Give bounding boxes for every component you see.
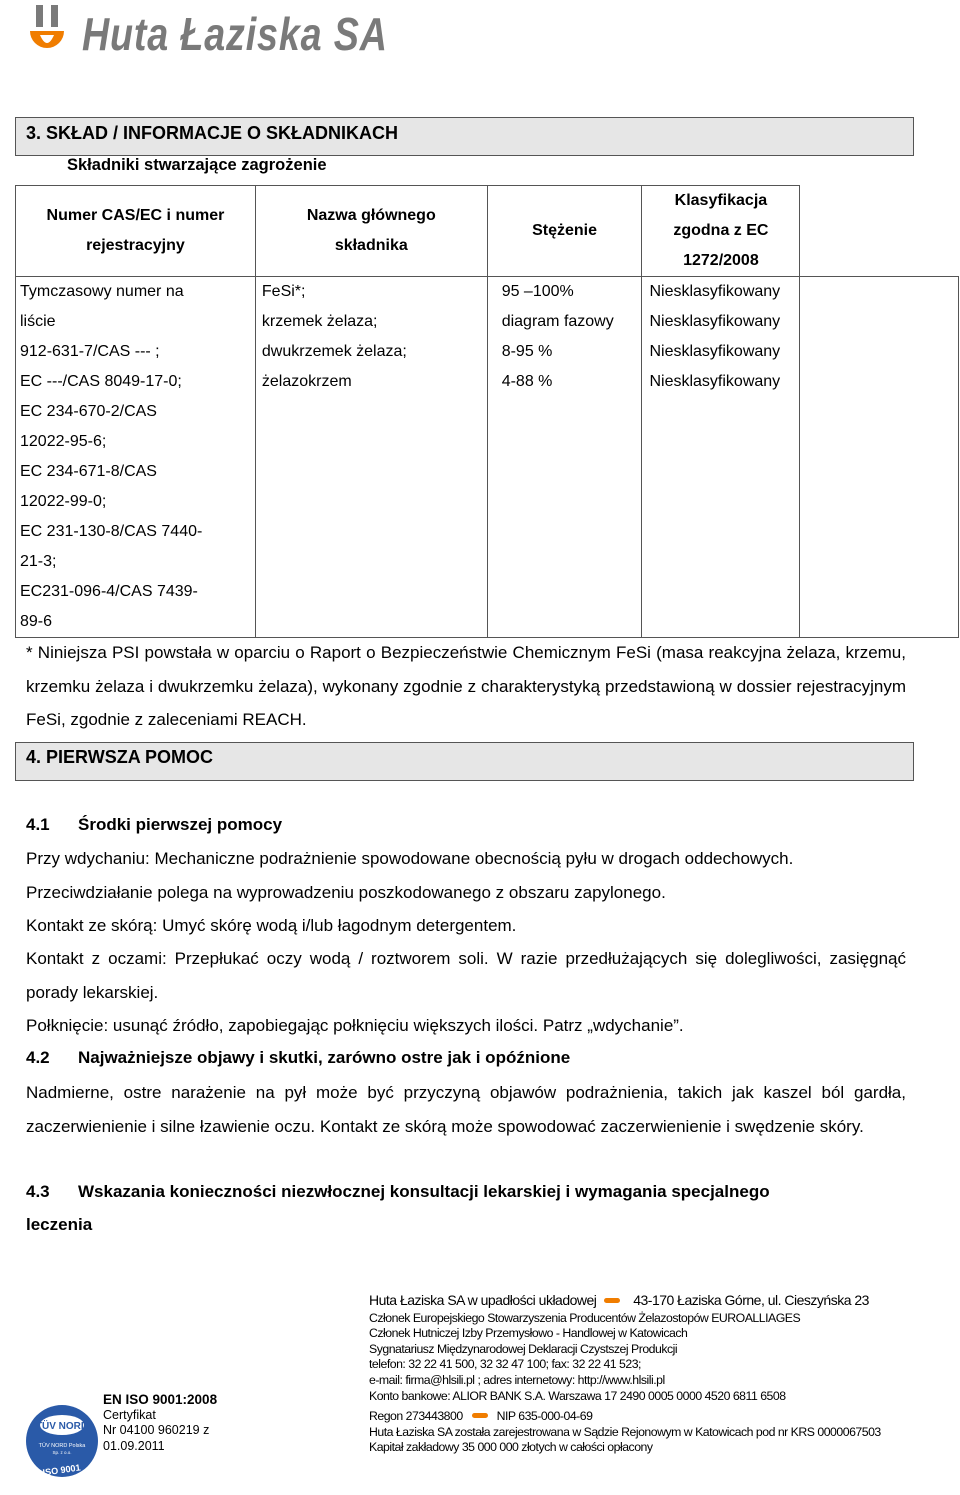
logo-wordmark: Huta Łaziska SA (82, 8, 388, 60)
footer-line-phone: telefon: 32 22 41 500, 32 32 47 100; fax: 32 22 41 523; (369, 1357, 641, 1372)
table-header-row (16, 186, 959, 277)
empty-cell (800, 277, 959, 638)
iso-certificate-number: Nr 04100 960219 z (103, 1423, 210, 1437)
section-3-note: * Niniejsza PSI powstała w oparciu o Raport o Bezpieczeństwie Chemicznym FeSi (masa reakcyjna żelaza, krzemu, krzemku żelaza i dwukrzemku żelaza), wykonany zgodnie z charakterystyką przedstawioną w dossier rejestracyjnym FeSi, zgodnie z zaleceniami REACH. (26, 643, 906, 729)
concentration-cell: 95 –100% diagram fazowy 8-95 % 4-88 % (487, 277, 642, 638)
tuv-iso-badge-icon (24, 1395, 100, 1487)
footer-line-membership-chamber: Członek Hutniczej Izby Przemysłowo - Handlowej w Katowicach (369, 1326, 688, 1341)
classification-cell: Niesklasyfikowany Niesklasyfikowany Niesklasyfikowany Niesklasyfikowany (642, 277, 800, 638)
orange-mark-icon (472, 1413, 488, 1418)
subsection-4-3-heading: 4.3 Wskazania konieczności niezwłocznej konsultacji lekarskiej i wymagania specjalnego (26, 1182, 770, 1201)
table-row (16, 277, 959, 638)
section-3-header (15, 117, 914, 156)
paragraph-skin-contact: Kontakt ze skórą: Umyć skórę wodą i/lub łagodnym detergentem. (26, 916, 517, 935)
header-name: Nazwa głównego składnika (255, 186, 487, 277)
svg-text:Sp. z o.o.: Sp. z o.o. (52, 1450, 72, 1455)
section-4-header (15, 742, 914, 781)
section-3-subtitle: Składniki stwarzające zagrożenie (67, 156, 327, 174)
component-name-cell: FeSi*; krzemek żelaza; dwukrzemek żelaza; żelazokrzem (255, 277, 487, 638)
footer-company-info (369, 1293, 949, 1456)
header-concentration: Stężenie (487, 186, 642, 277)
svg-text:ISO 9001: ISO 9001 (42, 1462, 82, 1478)
svg-text:TÜV NORD Polska: TÜV NORD Polska (38, 1443, 86, 1449)
paragraph-countermeasure: Przeciwdziałanie polega na wyprowadzeniu poszkodowanego z obszaru zapylonego. (26, 883, 666, 902)
footer-line-capital: Kapitał zakładowy 35 000 000 złotych w całości opłacony (369, 1440, 653, 1455)
section-4-title: 4. PIERWSZA POMOC (26, 747, 214, 767)
paragraph-symptoms: Nadmierne, ostre narażenie na pył może być przyczyną objawów podrażnienia, takich jak kaszel ból gardła, zaczerwienienie i silne łzawienie oczu. Kontakt ze skórą może spowodować zaczerwienienie i swędzenie skóry. (26, 1083, 906, 1136)
company-logo (26, 4, 455, 64)
iso-certificate-info (103, 1392, 217, 1454)
section-3-title: 3. SKŁAD / INFORMACJE O SKŁADNIKACH (26, 123, 399, 143)
footer-company-line: Huta Łaziska SA w upadłości układowej 43-170 Łaziska Górne, ul. Cieszyńska 23 (369, 1292, 869, 1308)
paragraph-eye-contact: Kontakt z oczami: Przepłukać oczy wodą / roztworem soli. W razie przedłużających się dolegliwości, zasięgnąć porady lekarskiej. (26, 949, 906, 1002)
iso-certificate-label: Certyfikat (103, 1407, 156, 1422)
iso-certificate-date: 01.09.2011 (103, 1438, 165, 1453)
svg-text:TÜV NORD: TÜV NORD (35, 1421, 89, 1432)
footer-line-membership-euro: Członek Europejskiego Stowarzyszenia Producentów Żelazostopów EUROALLIAGES (369, 1310, 801, 1325)
header-empty (800, 186, 959, 277)
footer-line-signatory: Sygnatariusz Międzynarodowej Deklaracji Czystszej Produkcji (369, 1341, 678, 1356)
subsection-4-3-heading-cont: leczenia (26, 1215, 93, 1234)
paragraph-inhalation: Przy wdychaniu: Mechaniczne podrażnienie spowodowane obecnością pyłu w drogach oddechowych. (26, 849, 794, 868)
footer-line-krs: Huta Łaziska SA została zarejestrowana w Sądzie Rejonowym w Katowicach pod nr KRS 0000067503 (369, 1424, 881, 1439)
orange-mark-icon (604, 1298, 620, 1303)
header-classification: Klasyfikacja zgodna z EC 1272/2008 (642, 186, 800, 277)
cas-cell: Tymczasowy numer na liście 912-631-7/CAS --- ; EC ---/CAS 8049-17-0; EC 234-670-2/CAS 12022-95-6; EC 234-671-8/CAS 12022-99-0; EC 231-130-8/CAS 7440- 21-3; EC231-096-4/CAS 7439- 89-6 (16, 277, 256, 638)
subsection-4-2-heading: 4.2 Najważniejsze objawy i skutki, zarówno ostre jak i opóźnione (26, 1048, 571, 1067)
composition-table (15, 185, 959, 638)
paragraph-ingestion: Połknięcie: usunąć źródło, zapobiegając połknięciu większych ilości. Patrz „wdychanie”. (26, 1016, 684, 1035)
iso-title: EN ISO 9001:2008 (103, 1392, 218, 1407)
flame-logo-icon (26, 5, 68, 63)
footer-line-bank: Konto bankowe: ALIOR BANK S.A. Warszawa 17 2490 0005 0000 4520 6811 6508 (369, 1388, 786, 1403)
header-cas: Numer CAS/EC i numer rejestracyjny (16, 186, 256, 277)
subsection-4-1-heading: 4.1 Środki pierwszej pomocy (26, 815, 283, 834)
footer-line-email: e-mail: firma@hlsili.pl ; adres internetowy: http://www.hlsili.pl (369, 1372, 665, 1387)
footer-line-regon: Regon 273443800 NIP 635-000-04-69 (369, 1409, 593, 1424)
